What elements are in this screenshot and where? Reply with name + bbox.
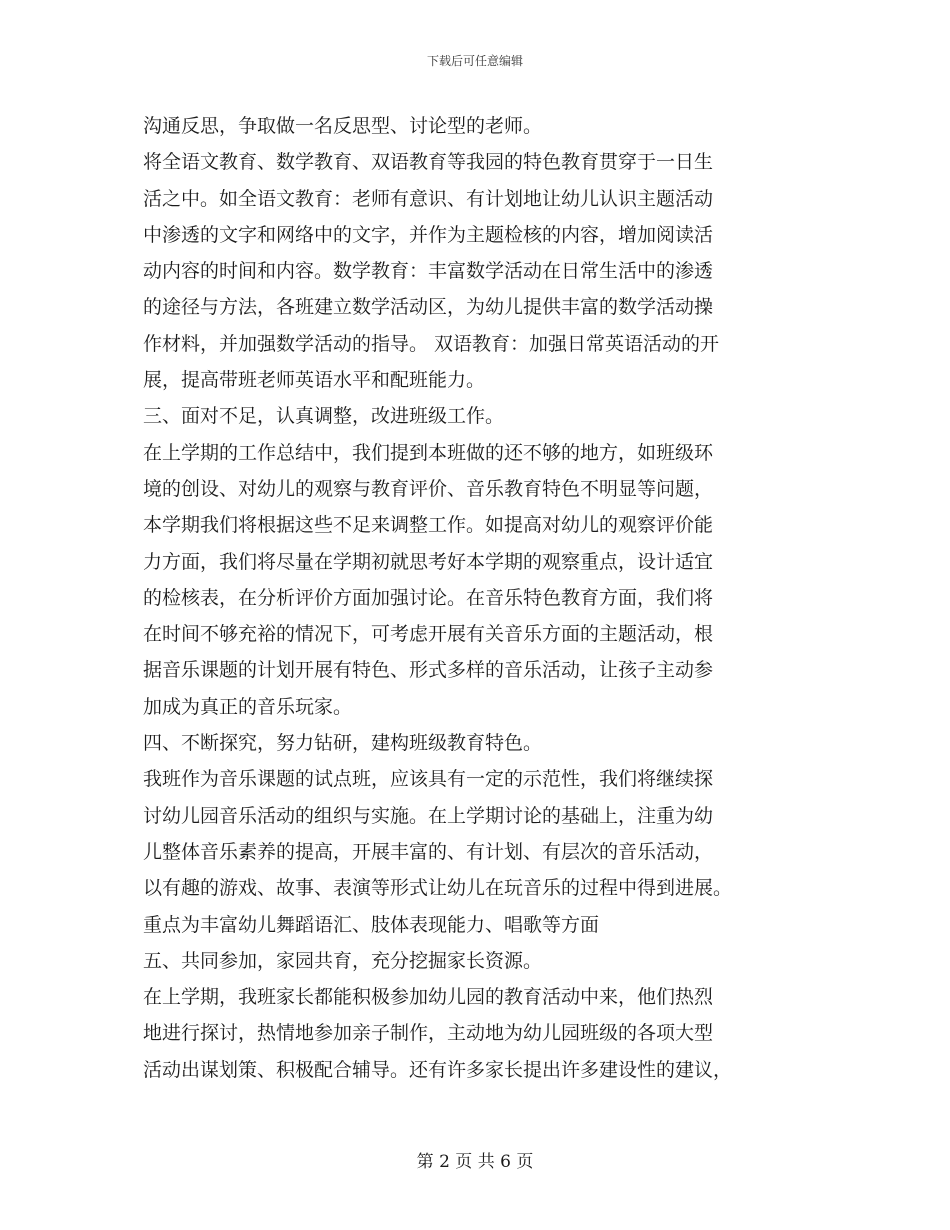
body-line: 的检核表，在分析评价方面加强讨论。在音乐特色教育方面，我们将 [143, 586, 714, 609]
body-line: 据音乐课题的计划开展有特色、形式多样的音乐活动，让孩子主动参 [143, 659, 714, 682]
body-line: 力方面，我们将尽量在学期初就思考好本学期的观察重点，设计适宜 [143, 550, 714, 573]
body-line: 境的创设、对幼儿的观察与教育评价、音乐教育特色不明显等问题， [143, 477, 714, 500]
body-line: 活之中。如全语文教育：老师有意识、有计划地让幼儿认识主题活动 [143, 187, 714, 210]
body-line: 以有趣的游戏、故事、表演等形式让幼儿在玩音乐的过程中得到进展。 [143, 877, 733, 900]
body-line: 在上学期的工作总结中，我们提到本班做的还不够的地方，如班级环 [143, 441, 714, 464]
body-line: 作材料，并加强数学活动的指导。 双语教育：加强日常英语活动的开 [143, 332, 720, 355]
section-heading: 三、面对不足，认真调整，改进班级工作。 [143, 405, 505, 428]
body-line: 动内容的时间和内容。数学教育：丰富数学活动在日常生活中的渗透 [143, 260, 714, 283]
body-line: 在时间不够充裕的情况下，可考虑开展有关音乐方面的主题活动，根 [143, 623, 714, 646]
page-footer: 第 2 页 共 6 页 [416, 1152, 534, 1172]
page-header: 下载后可任意编辑 [426, 54, 523, 68]
body-line: 加成为真正的音乐玩家。 [143, 695, 353, 718]
body-line: 儿整体音乐素养的提高，开展丰富的、有计划、有层次的音乐活动， [143, 840, 714, 863]
section-heading: 五、共同参加，家园共育，充分挖掘家长资源。 [143, 949, 543, 972]
section-heading: 四、不断探究，努力钻研，建构班级教育特色。 [143, 732, 543, 755]
body-line: 我班作为音乐课题的试点班，应该具有一定的示范性，我们将继续探 [143, 768, 714, 791]
body-line: 地进行探讨，热情地参加亲子制作，主动地为幼儿园班级的各项大型 [143, 1022, 714, 1045]
body-line: 本学期我们将根据这些不足来调整工作。如提高对幼儿的观察评价能 [143, 514, 714, 537]
body-line: 中渗透的文字和网络中的文字，并作为主题检核的内容，增加阅读活 [143, 223, 714, 246]
body-line: 重点为丰富幼儿舞蹈语汇、肢体表现能力、唱歌等方面 [143, 913, 600, 936]
body-line: 将全语文教育、数学教育、双语教育等我园的特色教育贯穿于一日生 [143, 151, 714, 174]
body-line: 展，提高带班老师英语水平和配班能力。 [143, 369, 486, 392]
body-line: 讨幼儿园音乐活动的组织与实施。在上学期讨论的基础上，注重为幼 [143, 804, 714, 827]
body-line: 沟通反思，争取做一名反思型、讨论型的老师。 [143, 115, 543, 137]
document-body [143, 108, 818, 1088]
body-line: 在上学期，我班家长都能积极参加幼儿园的教育活动中来，他们热烈 [143, 986, 714, 1009]
body-line: 活动出谋划策、积极配合辅导。还有许多家长提出许多建设性的建议， [143, 1058, 733, 1081]
body-line: 的途径与方法，各班建立数学活动区，为幼儿提供丰富的数学活动操 [143, 296, 714, 319]
